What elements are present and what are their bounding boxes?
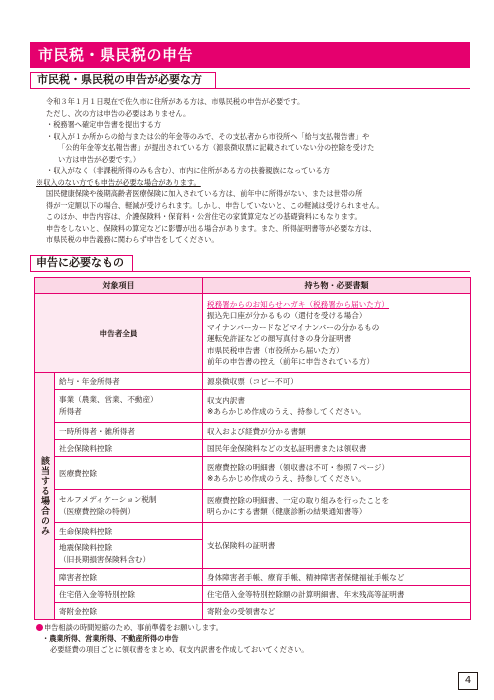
table-row [35, 523, 471, 540]
row-item: 地震保険料控除 （旧長期損害保険料含む） [55, 540, 203, 569]
row-docs: 住宅借入金等特別控除額の計算明細書、年末残高等証明書 [203, 586, 471, 603]
row-docs [203, 457, 471, 490]
row-item: 障害者控除 [55, 569, 203, 586]
body-line: 国民健康保険や後期高齢者医療保険に加入されている方は、前年中に所得がない、または世帯の所 [46, 189, 363, 198]
footer-subtext: 必要経費の項目ごとに領収書をまとめ、収支内訳書を作成しておいてください。 [50, 645, 309, 654]
body-line: 「公的年金等支払報告書」が提出されている方（源泉徴収票に記載されていない分の控除を受けた [58, 143, 375, 152]
page-title: 市民税・県民税の申告 [30, 42, 470, 68]
section-divider [30, 271, 470, 272]
body-line: このほか、申告内容は、介護保険料・保育料・公営住宅の家賃算定などの基礎資料にもなります。 [46, 212, 362, 221]
row-item: 社会保険料控除 [55, 440, 203, 457]
page-number: 4 [458, 672, 478, 690]
doc-line: 医療費控除の明細書、一定の取り組みを行ったことを [207, 495, 390, 505]
list-item: 税務署からのお知らせハガキ（税務署から届いた方） [207, 299, 390, 309]
table-row [35, 440, 471, 457]
table-row [35, 603, 471, 620]
row-docs [203, 490, 471, 523]
row-item: セルフメディケーション税制 （医療費控除の特例） [55, 490, 203, 523]
list-item: 前年の申告書の控え（前年に申告されている方） [207, 357, 375, 366]
all-applicants-documents [203, 294, 471, 373]
row-docs: 国民年金保険料などの支払証明書または領収書 [203, 440, 471, 457]
section-heading-required-persons: 市民税・県民税の申告が必要な方 [30, 72, 216, 89]
table-row [35, 457, 471, 490]
row-item: 生命保険料控除 [55, 523, 203, 540]
row-item: 一時所得者・雑所得者 [55, 423, 203, 440]
footer-subheading: ・農業所得、営業所得、不動産所得の申告 [42, 634, 179, 643]
doc-line: ※あらかじめ作成のうえ、持参してください。 [207, 474, 366, 483]
body-line: 申告をしないと、保険料の算定などに影響が出る場合があります。また、所得証明書等が必要な方は、 [46, 223, 377, 233]
body-line: ・税務署へ確定申告書を提出する方 [46, 120, 162, 129]
required-items-table [34, 277, 471, 620]
row-docs [203, 390, 471, 423]
body-line: ・収入が１か所からの給与または公的年金等のみで、その支払者から市役所へ「給与支払報告書」や [46, 131, 370, 141]
table-row [35, 586, 471, 603]
table-row [35, 569, 471, 586]
doc-line: 医療費控除の明細書（領収書は不可・参照７ページ） [207, 462, 390, 472]
row-item: 寄附金控除 [55, 603, 203, 620]
table-row [35, 373, 471, 390]
body-line: ただし、次の方は申告の必要はありません。 [46, 108, 191, 118]
doc-line: 収支内訳書 [207, 395, 245, 405]
bullet-icon [36, 624, 43, 631]
row-docs: 収入および経費が分かる書類 [203, 423, 471, 440]
footer-notes [36, 622, 466, 655]
section-divider [30, 88, 470, 89]
doc-line: ※あらかじめ作成のうえ、持参してください。 [207, 407, 366, 416]
conditional-label: 該当する場合のみ [35, 373, 55, 620]
section-heading-required-items: 申告に必要なもの [30, 255, 133, 272]
all-applicants-label: 申告者全員 [35, 294, 203, 373]
body-note: ※収入のない方でも申告が必要な場合があります。 [36, 177, 201, 187]
col-header-documents: 持ち物・必要書類 [203, 278, 471, 294]
list-item: 市県民税申告書（市役所から届いた方） [207, 345, 344, 355]
row-item: 給与・年金所得者 [55, 373, 203, 390]
row-docs: 支払保険料の証明書 [203, 523, 471, 569]
row-item: 住宅借入金等特別控除 [55, 586, 203, 603]
body-line: 令和３年１月１日現在で佐久市に住所がある方は、市県民税の申告が必要です。 [46, 97, 305, 106]
body-line: い方は申告が必要です。） [58, 154, 141, 164]
section-body [36, 96, 468, 246]
col-header-target: 対象項目 [35, 278, 203, 294]
doc-line: 明らかにする書類（健康診断の結果通知書等） [207, 507, 367, 516]
footer-note: 申告相談の時間短縮のため、事前準備をお願いします。 [44, 623, 223, 632]
row-docs: 身体障害者手帳、療育手帳、精神障害者保健福祉手帳など [203, 569, 471, 586]
body-line: ・収入がなく（非課税所得のみも含む）、市内に住所がある方の扶養親族になっている方 [46, 166, 330, 175]
table-row [35, 390, 471, 423]
body-line: 得が一定額以下の場合、軽減が受けられます。しかし、申告していないと、この軽減は受けられません。 [46, 200, 384, 210]
list-item: 運転免許証などの顔写真付きの身分証明書 [207, 334, 352, 343]
list-item: 振込先口座が分かるもの（還付を受ける場合） [207, 311, 367, 320]
row-docs: 源泉徴収票（コピー不可） [203, 373, 471, 390]
table-row [35, 490, 471, 523]
list-item: マイナンバーカードなどマイナンバーの分かるもの [207, 322, 380, 332]
row-item: 医療費控除 [55, 457, 203, 490]
table-header-row [35, 278, 471, 294]
table-row [35, 423, 471, 440]
row-docs: 寄附金の受領書など [203, 603, 471, 620]
body-line: 市県民税の申告義務に関わらず申告をしてください。 [46, 235, 219, 244]
table-row [35, 294, 471, 373]
footer-note-line [36, 622, 466, 633]
row-item: 事業（農業、営業、不動産） 所得者 [55, 390, 203, 423]
